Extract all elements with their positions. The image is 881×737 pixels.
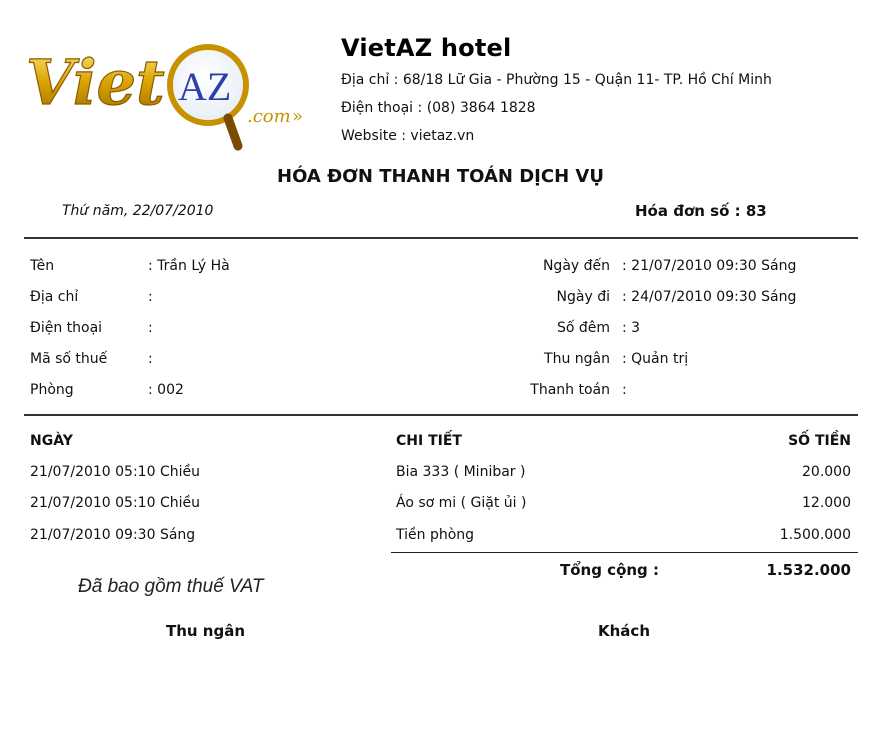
cashier-value: : Quản trị bbox=[622, 351, 689, 367]
payment-label: Thanh toán bbox=[530, 382, 610, 398]
nights-label: Số đêm bbox=[556, 320, 610, 336]
customer-signature-label: Khách bbox=[598, 622, 650, 640]
phone-value: : bbox=[148, 320, 153, 336]
row-date: 21/07/2010 09:30 Sáng bbox=[30, 527, 196, 543]
vat-note: Đã bao gồm thuế VAT bbox=[78, 576, 264, 597]
row-detail: Bia 333 ( Minibar ) bbox=[396, 464, 526, 480]
row-detail: Áo sơ mi ( Giặt ủi ) bbox=[396, 495, 527, 511]
col-header-amount: SỐ TIỀN bbox=[788, 433, 851, 449]
logo-arrow-text: » bbox=[292, 106, 304, 127]
invoice-number: Hóa đơn số : 83 bbox=[635, 202, 767, 220]
total-value: 1.532.000 bbox=[766, 561, 851, 579]
room-label: Phòng bbox=[30, 382, 74, 398]
invoice-date: Thứ năm, 22/07/2010 bbox=[62, 203, 214, 219]
invoice-title: HÓA ĐƠN THANH TOÁN DỊCH VỤ bbox=[277, 166, 604, 187]
logo-az-text: AZ bbox=[178, 64, 232, 109]
row-amount: 1.500.000 bbox=[779, 527, 851, 543]
row-date: 21/07/2010 05:10 Chiều bbox=[30, 495, 200, 511]
cashier-label: Thu ngân bbox=[544, 351, 610, 367]
room-value: : 002 bbox=[148, 382, 184, 398]
address-label: Địa chỉ bbox=[30, 289, 79, 305]
hotel-name: VietAZ hotel bbox=[341, 34, 512, 62]
tax-value: : bbox=[148, 351, 153, 367]
hotel-website: Website : vietaz.vn bbox=[341, 128, 475, 144]
tax-label: Mã số thuế bbox=[30, 351, 108, 367]
hotel-logo bbox=[22, 30, 322, 152]
row-date: 21/07/2010 05:10 Chiều bbox=[30, 464, 200, 480]
divider bbox=[24, 414, 858, 416]
row-amount: 20.000 bbox=[802, 464, 851, 480]
col-header-detail: CHI TIẾT bbox=[396, 433, 462, 449]
logo-viet-text: Viet bbox=[26, 46, 165, 119]
phone-label: Điện thoại bbox=[30, 320, 103, 336]
name-label: Tên bbox=[30, 258, 55, 274]
hotel-phone: Điện thoại : (08) 3864 1828 bbox=[341, 100, 536, 116]
hotel-address: Địa chỉ : 68/18 Lữ Gia - Phường 15 - Quận 11- TP. Hồ Chí Minh bbox=[341, 72, 772, 88]
depart-value: : 24/07/2010 09:30 Sáng bbox=[622, 289, 797, 305]
total-divider bbox=[391, 552, 858, 553]
arrive-label: Ngày đến bbox=[542, 258, 610, 274]
row-amount: 12.000 bbox=[802, 495, 851, 511]
address-value: : bbox=[148, 289, 153, 305]
nights-value: : 3 bbox=[622, 320, 641, 336]
payment-value: : bbox=[622, 382, 627, 398]
depart-label: Ngày đi bbox=[556, 289, 610, 305]
col-header-date: NGÀY bbox=[30, 433, 73, 449]
name-value: : Trần Lý Hà bbox=[148, 258, 230, 274]
cashier-signature-label: Thu ngân bbox=[166, 622, 246, 640]
total-label: Tổng cộng : bbox=[560, 561, 660, 579]
divider bbox=[24, 237, 858, 239]
logo-com-text: .com bbox=[247, 106, 291, 127]
row-detail: Tiền phòng bbox=[396, 527, 475, 543]
arrive-value: : 21/07/2010 09:30 Sáng bbox=[622, 258, 797, 274]
